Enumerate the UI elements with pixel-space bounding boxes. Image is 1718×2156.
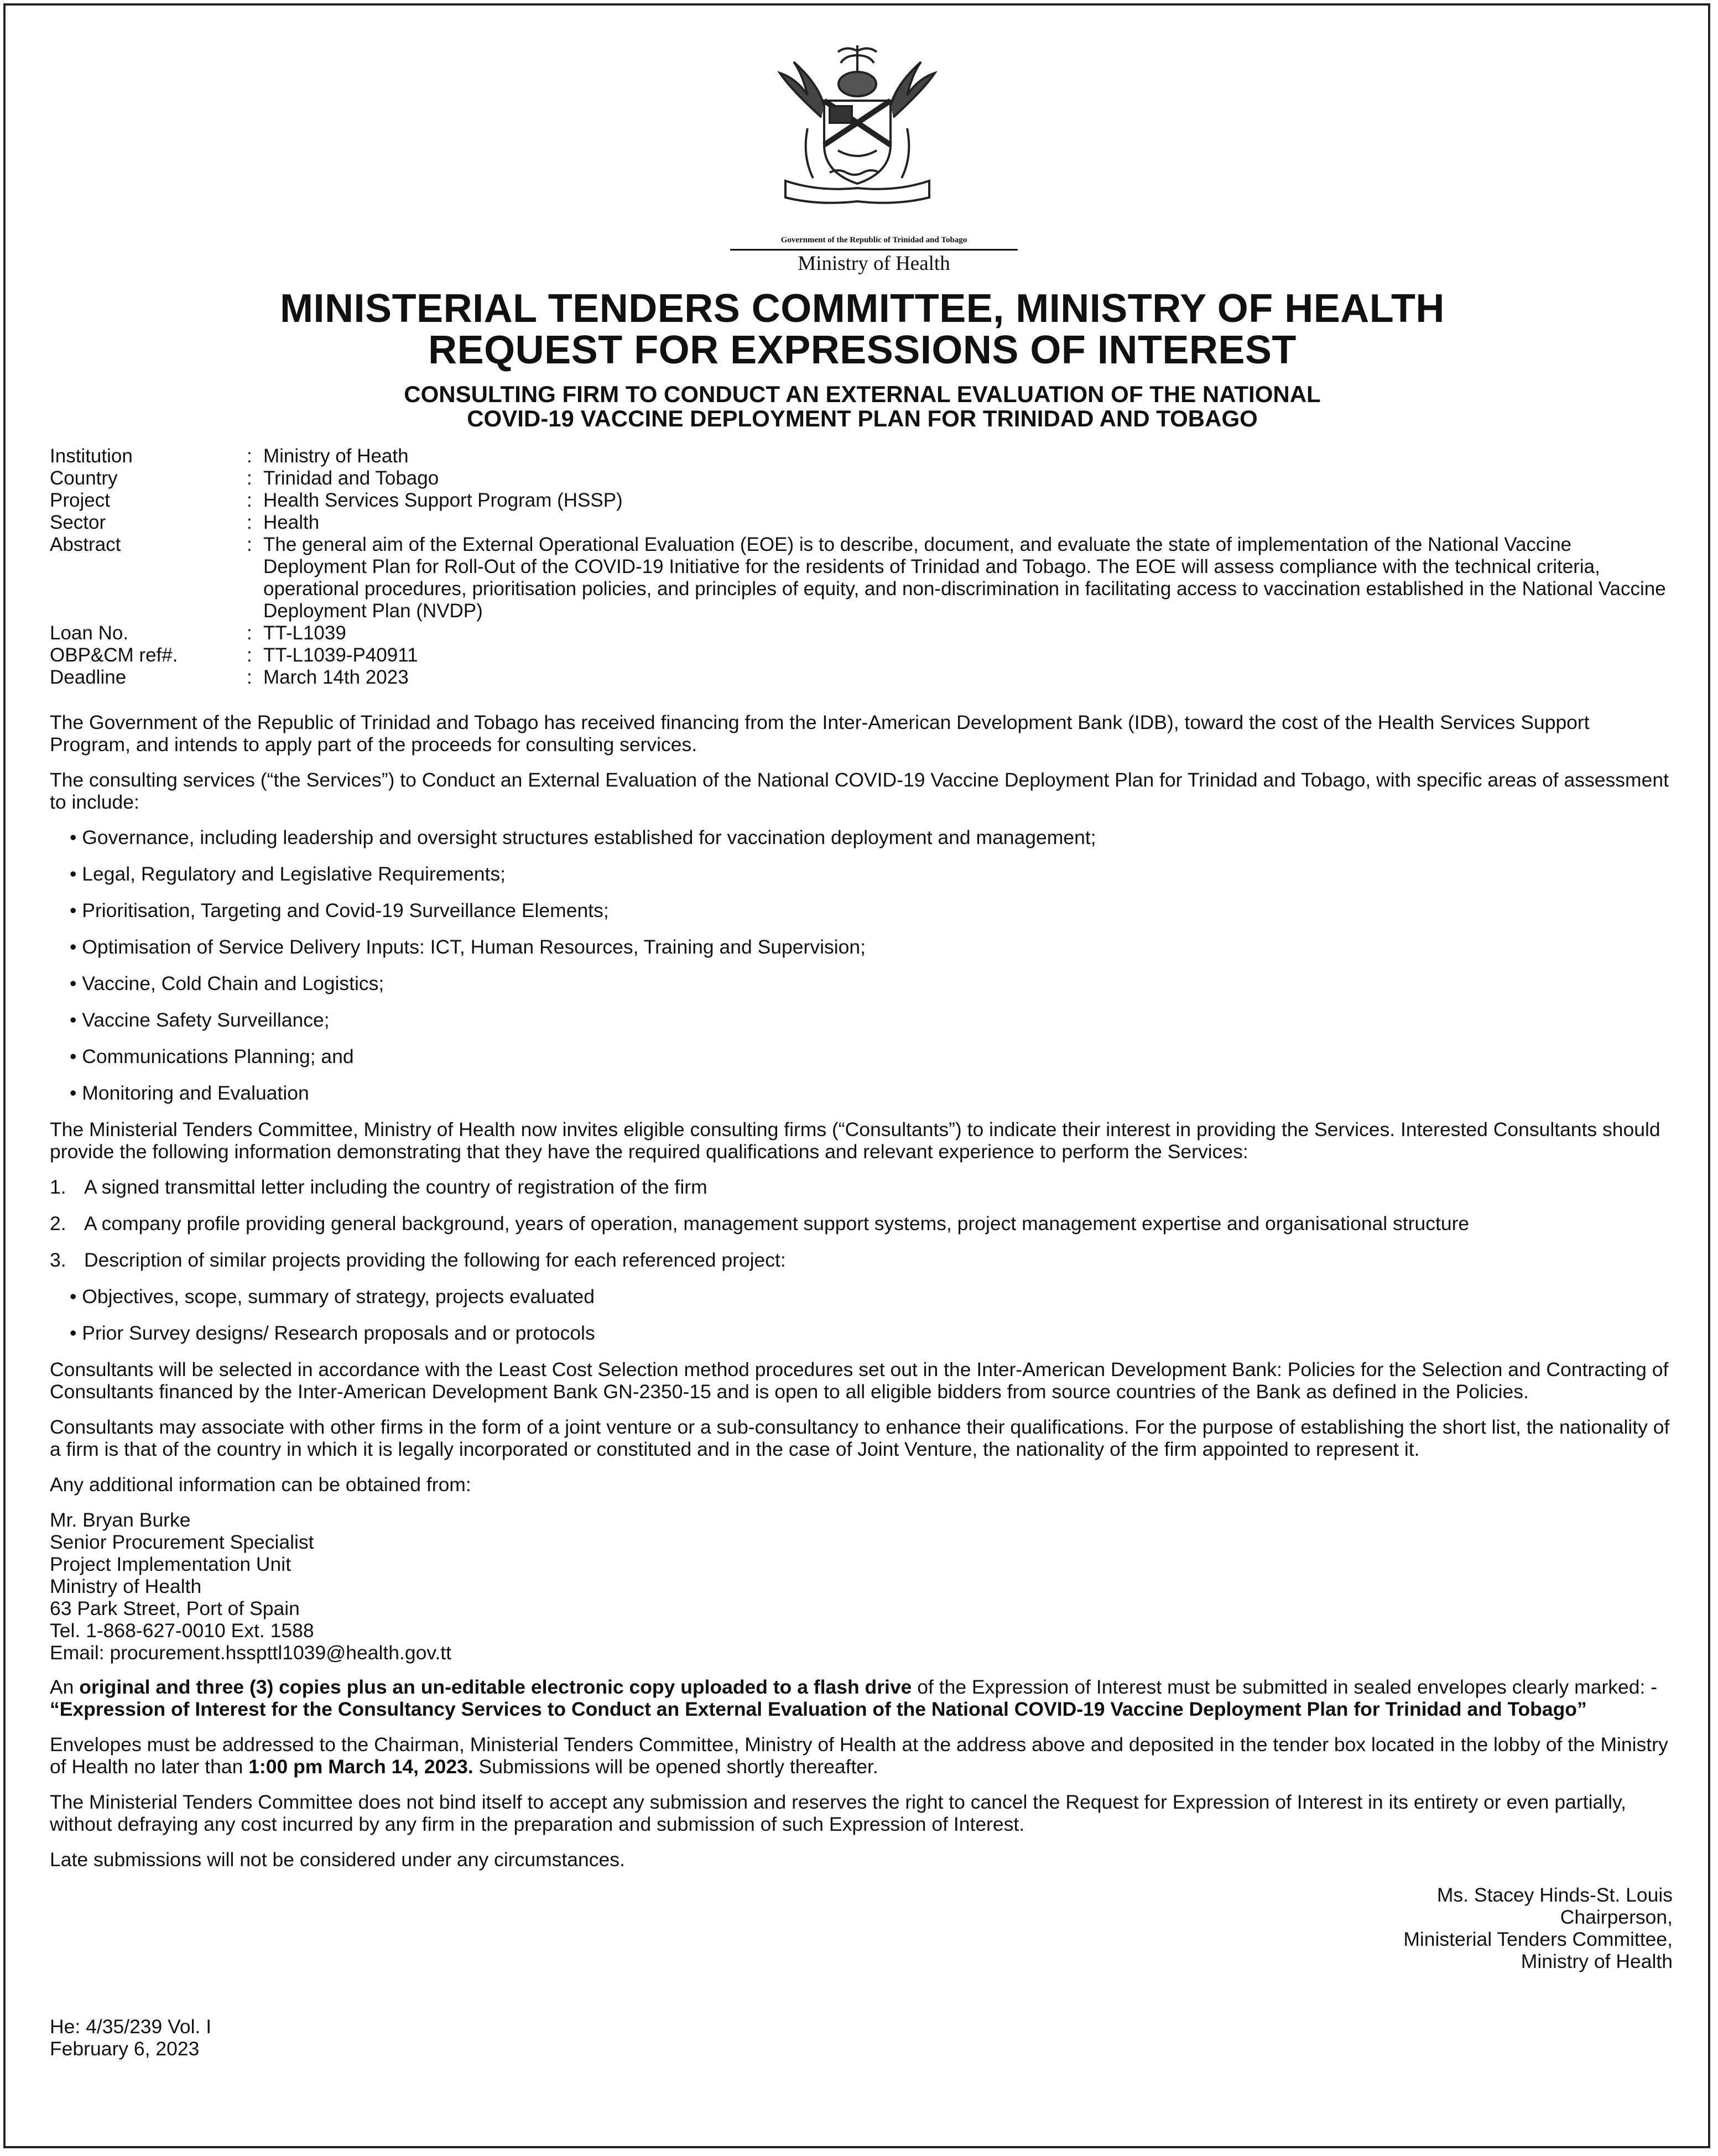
ministry-name: Ministry of Health	[798, 252, 950, 275]
info-label: OBP&CM ref#.	[50, 644, 178, 666]
info-label: Project	[50, 489, 110, 511]
additional-info-paragraph: Any additional information can be obtained from:	[50, 1473, 471, 1496]
info-row: Institution : Ministry of Heath	[50, 445, 1668, 467]
info-label: Deadline	[50, 666, 127, 688]
disclaimer-paragraph: The Ministerial Tenders Committee does not bind itself to accept any submission and reserves the right to cancel the Request for Expression of Interest in its entirety or even partially, without defraying any cost incurred by any firm in the preparation and submission of such Expression of Interest.	[50, 1791, 1626, 1835]
info-row: Loan No. : TT-L1039	[50, 622, 1668, 644]
info-value: March 14th 2023	[263, 666, 409, 688]
subtitle-line-2: COVID-19 VACCINE DEPLOYMENT PLAN FOR TRINIDAD AND TOBAGO	[467, 405, 1258, 431]
list-item: • Objectives, scope, summary of strategy, projects evaluated	[70, 1285, 595, 1308]
reference-date: February 6, 2023	[50, 2038, 200, 2060]
info-value: The general aim of the External Operational Evaluation (EOE) is to describe, document, and evaluate the state of implementation of the National Vaccine Deployment Plan for Roll-Out of the COVID-19 Initiative for the residents of Trinidad and Tobago. The EOE will assess compliance with the technical criteria, operational procedures, prioritisation policies, and principles of equity, and non-discrimination in facilitating access to vaccination established in the National Vaccine Deployment Plan (NVDP)	[263, 534, 1666, 622]
list-number: 1.	[50, 1176, 66, 1198]
services-paragraph: The consulting services (“the Services”) to Conduct an External Evaluation of the National COVID-19 Vaccine Deployment Plan for Trinidad and Tobago, with specific areas of assessment to include:	[50, 769, 1669, 813]
info-value: Health	[263, 512, 320, 533]
info-label: Country	[50, 467, 118, 489]
contact-unit: Project Implementation Unit	[50, 1553, 291, 1575]
info-value: TT-L1039	[263, 622, 346, 644]
info-row: Country : Trinidad and Tobago	[50, 467, 1668, 489]
info-row: Sector : Health	[50, 512, 1668, 534]
info-value: TT-L1039-P40911	[263, 644, 418, 666]
title-line-2: REQUEST FOR EXPRESSIONS OF INTEREST	[428, 328, 1297, 372]
list-number: 2.	[50, 1212, 66, 1235]
signatory-title: Chairperson,	[1560, 1906, 1673, 1928]
list-item: • Communications Planning; and	[70, 1045, 354, 1067]
signatory-org: Ministry of Health	[1521, 1950, 1673, 1972]
list-item	[50, 1212, 1673, 1235]
list-item: • Monitoring and Evaluation	[70, 1082, 309, 1104]
government-line: Government of the Republic of Trinidad and Tobago	[780, 236, 967, 244]
list-item: • Legal, Regulatory and Legislative Requirements;	[70, 863, 506, 885]
info-label: Loan No.	[50, 622, 129, 644]
header-rule	[730, 249, 1018, 251]
list-item	[50, 1176, 1673, 1198]
info-value: Ministry of Heath	[263, 445, 409, 467]
tender-info-table	[50, 445, 1668, 689]
reference-block	[50, 2016, 1673, 2060]
info-value: Health Services Support Program (HSSP)	[263, 489, 623, 511]
list-text: Description of similar projects providing the following for each referenced project:	[84, 1249, 786, 1271]
list-item: • Vaccine, Cold Chain and Logistics;	[70, 972, 384, 994]
contact-name: Mr. Bryan Burke	[50, 1509, 191, 1531]
contact-block	[50, 1509, 1673, 1664]
info-label: Abstract	[50, 534, 121, 555]
coat-of-arms-emblem	[741, 40, 973, 206]
info-row: Abstract : The general aim of the External Operational Evaluation (EOE) is to describe, document, and evaluate the state of implementation of the National Vaccine Deployment Plan for Roll-Out of the COVID-19 Initiative for the residents of Trinidad and Tobago. The EOE will assess compliance with the technical criteria, operational procedures, prioritisation policies, and principles of equity, and non-discrimination in facilitating access to vaccination established in the National Vaccine Deployment Plan (NVDP)	[50, 534, 1668, 622]
info-value: Trinidad and Tobago	[263, 467, 439, 489]
info-label: Sector	[50, 512, 106, 533]
list-item: • Optimisation of Service Delivery Inputs: ICT, Human Resources, Training and Supervision;	[70, 936, 866, 958]
list-text: A company profile providing general background, years of operation, management support systems, project management expertise and organisational structure	[84, 1212, 1470, 1235]
association-paragraph: Consultants may associate with other firms in the form of a joint venture or a sub-consultancy to enhance their qualifications. For the purpose of establishing the short list, the nationality of a firm is that of the country in which it is legally incorporated or constituted and in the case of Joint Venture, the nationality of the firm appointed to represent it.	[50, 1416, 1670, 1460]
contact-title: Senior Procurement Specialist	[50, 1531, 314, 1553]
assessment-areas-list	[50, 826, 1673, 1104]
info-row: OBP&CM ref#. : TT-L1039-P40911	[50, 644, 1668, 666]
list-number: 3.	[50, 1249, 66, 1271]
list-item: • Prioritisation, Targeting and Covid-19 Surveillance Elements;	[70, 899, 609, 921]
contact-address: 63 Park Street, Port of Spain	[50, 1597, 300, 1619]
financing-paragraph: The Government of the Republic of Trinidad and Tobago has received financing from the Inter-American Development Bank (IDB), toward the cost of the Health Services Support Program, and intends to apply part of the proceeds for consulting services.	[50, 711, 1590, 756]
contact-org: Ministry of Health	[50, 1575, 202, 1597]
subtitle-line-1: CONSULTING FIRM TO CONDUCT AN EXTERNAL EVALUATION OF THE NATIONAL	[404, 381, 1321, 407]
list-item	[50, 1249, 1673, 1271]
project-details-list	[50, 1285, 1673, 1344]
title-line-1: MINISTERIAL TENDERS COMMITTEE, MINISTRY OF HEALTH	[280, 287, 1445, 331]
selection-paragraph: Consultants will be selected in accordance with the Least Cost Selection method procedures set out in the Inter-American Development Bank: Policies for the Selection and Contracting of Consultants financed by the Inter-American Development Bank GN-2350-15 and is open to all eligible bidders from source countries of the Bank as defined in the Policies.	[50, 1358, 1669, 1403]
notice-body	[50, 711, 1673, 2060]
deadline-paragraph: Envelopes must be addressed to the Chairman, Ministerial Tenders Committee, Ministry of Health at the address above and deposited in the tender box located in the lobby of the Ministry of Health no later than 1:00 pm March 14, 2023. Submissions will be opened shortly thereafter.	[50, 1733, 1668, 1778]
reference-number: He: 4/35/239 Vol. I	[50, 2016, 212, 2038]
list-item: • Prior Survey designs/ Research proposals and or protocols	[70, 1322, 595, 1344]
info-label: Institution	[50, 445, 133, 467]
late-submissions-paragraph: Late submissions will not be considered under any circumstances.	[50, 1848, 625, 1871]
requirements-list	[50, 1176, 1673, 1271]
contact-email[interactable]: Email: procurement.hsspttl1039@health.gov.tt	[50, 1642, 452, 1664]
list-item: • Governance, including leadership and oversight structures established for vaccination deployment and management;	[70, 826, 1096, 848]
submission-paragraph: An original and three (3) copies plus an un-editable electronic copy uploaded to a flash drive of the Expression of Interest must be submitted in sealed envelopes clearly marked: - “Expression of Interest for the Consultancy Services to Conduct an External Evaluation of the National COVID-19 Vaccine Deployment Plan for Trinidad and Tobago”	[50, 1676, 1658, 1720]
list-item: • Vaccine Safety Surveillance;	[70, 1009, 330, 1031]
contact-phone: Tel. 1-868-627-0010 Ext. 1588	[50, 1619, 314, 1642]
invitation-paragraph: The Ministerial Tenders Committee, Ministry of Health now invites eligible consulting firms (“Consultants”) to indicate their interest in providing the Services. Interested Consultants should provide the following information demonstrating that they have the required qualifications and relevant experience to perform the Services:	[50, 1118, 1660, 1163]
signatory-name: Ms. Stacey Hinds-St. Louis	[1436, 1884, 1673, 1906]
tender-notice	[3, 3, 1710, 2148]
signatory-committee: Ministerial Tenders Committee,	[1403, 1928, 1673, 1950]
info-row: Deadline : March 14th 2023	[50, 666, 1668, 689]
signature-block	[50, 1884, 1673, 1972]
info-row: Project : Health Services Support Program (HSSP)	[50, 489, 1668, 512]
list-text: A signed transmittal letter including the country of registration of the firm	[84, 1176, 707, 1198]
